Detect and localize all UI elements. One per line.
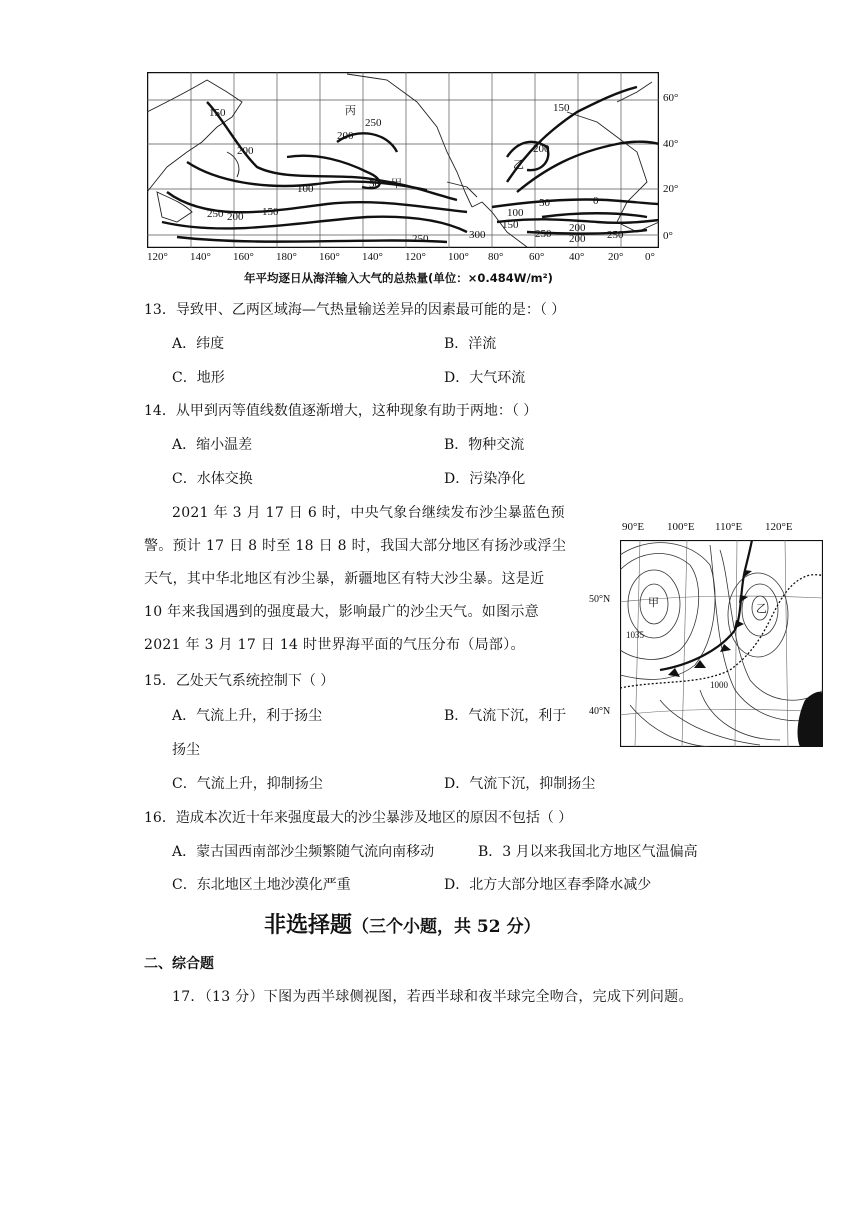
contour-label: 250 — [535, 228, 552, 240]
map-caption: 年平均逐日从海洋输入大气的总热量(单位：×0.484W/m²) — [244, 271, 553, 285]
q14-option-d[interactable]: D．污染净化 — [444, 471, 526, 487]
isobar-label: 1035 — [626, 630, 644, 640]
contour-label: 150 — [262, 206, 279, 218]
contour-label: 150 — [502, 219, 519, 231]
contour-label: 50 — [369, 178, 380, 190]
lon-label: 0° — [645, 251, 655, 263]
contour-label: 200 — [569, 233, 586, 245]
q16-option-b[interactable]: B．3 月以来我国北方地区气温偏高 — [478, 844, 698, 860]
region-label-jia: 甲 — [391, 178, 402, 190]
lon-label: 80° — [488, 251, 504, 263]
lon-label: 110°E — [715, 521, 743, 533]
lon-label: 160° — [319, 251, 340, 263]
lon-label: 100° — [448, 251, 469, 263]
high-label-jia: 甲 — [648, 596, 659, 609]
q14-option-c[interactable]: C．水体交换 — [172, 471, 253, 487]
lat-label: 40° — [663, 138, 679, 150]
section-title — [264, 908, 541, 939]
q16-option-c[interactable]: C．东北地区土地沙漠化严重 — [172, 877, 351, 893]
lon-label: 120° — [147, 251, 168, 263]
passage-line: 10 年来我国遇到的强度最大，影响最广的沙尘天气。如图示意 — [144, 604, 539, 620]
passage-line: 2021 年 3 月 17 日 14 时世界海平面的气压分布（局部）。 — [144, 637, 525, 653]
q14-option-a[interactable]: A．缩小温差 — [172, 437, 253, 453]
lon-label: 180° — [276, 251, 297, 263]
contour-label: 200 — [237, 145, 254, 157]
q15-option-c[interactable]: C．气流上升，抑制扬尘 — [172, 776, 323, 792]
section-title-main: 非选择题 — [264, 912, 353, 938]
contour-label: 100 — [507, 207, 524, 219]
lon-label: 20° — [608, 251, 624, 263]
passage-line: 天气，其中华北地区有沙尘暴，新疆地区有特大沙尘暴。这是近 — [144, 571, 545, 587]
lon-label: 120°E — [765, 521, 793, 533]
lon-label: 90°E — [622, 521, 645, 533]
region-label-yi: 乙 — [513, 159, 524, 171]
contour-label: 100 — [297, 183, 314, 195]
lat-label: 20° — [663, 183, 679, 195]
question-14-stem: 14．从甲到丙等值线数值逐渐增大，这种现象有助于两地：（ ） — [144, 403, 538, 419]
low-label-yi: 乙 — [756, 602, 767, 615]
lat-label: 50°N — [589, 594, 611, 605]
lat-label: 0° — [663, 230, 673, 242]
ocean-heat-flux-map — [147, 72, 659, 248]
lon-label: 140° — [362, 251, 383, 263]
contour-label: 250 — [207, 208, 224, 220]
lat-label: 60° — [663, 92, 679, 104]
contour-label: 150 — [209, 107, 226, 119]
q15-option-d[interactable]: D．气流下沉，抑制扬尘 — [444, 776, 596, 792]
contour-label: 200 — [337, 130, 354, 142]
sea-level-pressure-map — [620, 540, 823, 747]
lon-label: 100°E — [667, 521, 695, 533]
question-16-stem: 16．造成本次近十年来强度最大的沙尘暴涉及地区的原因不包括（ ） — [144, 810, 573, 826]
contour-label: 150 — [553, 102, 570, 114]
contour-label: 250 — [412, 233, 429, 245]
lon-label: 140° — [190, 251, 211, 263]
contour-label: 200 — [227, 211, 244, 223]
q13-option-c[interactable]: C．地形 — [172, 370, 225, 386]
contour-label: 50 — [539, 197, 550, 209]
contour-label: 250 — [607, 229, 624, 241]
q16-option-d[interactable]: D．北方大部分地区春季降水减少 — [444, 877, 652, 893]
q13-option-a[interactable]: A．纬度 — [172, 336, 225, 352]
contour-label: 300 — [469, 229, 486, 241]
q14-option-b[interactable]: B．物种交流 — [444, 437, 525, 453]
q13-option-b[interactable]: B．洋流 — [444, 336, 497, 352]
contour-label: 0 — [593, 195, 599, 207]
q15-option-b[interactable]: B．气流下沉，利于 — [444, 708, 567, 724]
passage-line: 2021 年 3 月 17 日 6 时，中央气象台继续发布沙尘暴蓝色预 — [172, 505, 565, 521]
passage-line: 警。预计 17 日 8 时至 18 日 8 时，我国大部分地区有扬沙或浮尘 — [144, 538, 567, 554]
contour-label: 200 — [569, 222, 586, 234]
lon-label: 160° — [233, 251, 254, 263]
question-15-stem: 15．乙处天气系统控制下（ ） — [144, 673, 335, 689]
lon-label: 40° — [569, 251, 585, 263]
q16-option-a[interactable]: A．蒙古国西南部沙尘频繁随气流向南移动 — [172, 844, 435, 860]
q15-option-b-continued: 扬尘 — [172, 742, 200, 758]
region-label-bing: 丙 — [345, 105, 356, 117]
section-heading: 二、综合题 — [144, 956, 214, 972]
contour-label: 250 — [365, 117, 382, 129]
lon-label: 120° — [405, 251, 426, 263]
section-title-sub: （三个小题，共 52 分） — [352, 917, 541, 937]
lon-label: 60° — [529, 251, 545, 263]
question-17-stem: 17．（13 分）下图为西半球侧视图，若西半球和夜半球完全吻合，完成下列问题。 — [172, 989, 693, 1005]
contour-label: 200 — [533, 143, 550, 155]
q13-option-d[interactable]: D．大气环流 — [444, 370, 526, 386]
question-13-stem: 13．导致甲、乙两区域海—气热量输送差异的因素最可能的是：（ ） — [144, 302, 566, 318]
isobar-label: 1000 — [710, 680, 728, 690]
q15-option-a[interactable]: A．气流上升，利于扬尘 — [172, 708, 323, 724]
lat-label: 40°N — [589, 706, 611, 717]
